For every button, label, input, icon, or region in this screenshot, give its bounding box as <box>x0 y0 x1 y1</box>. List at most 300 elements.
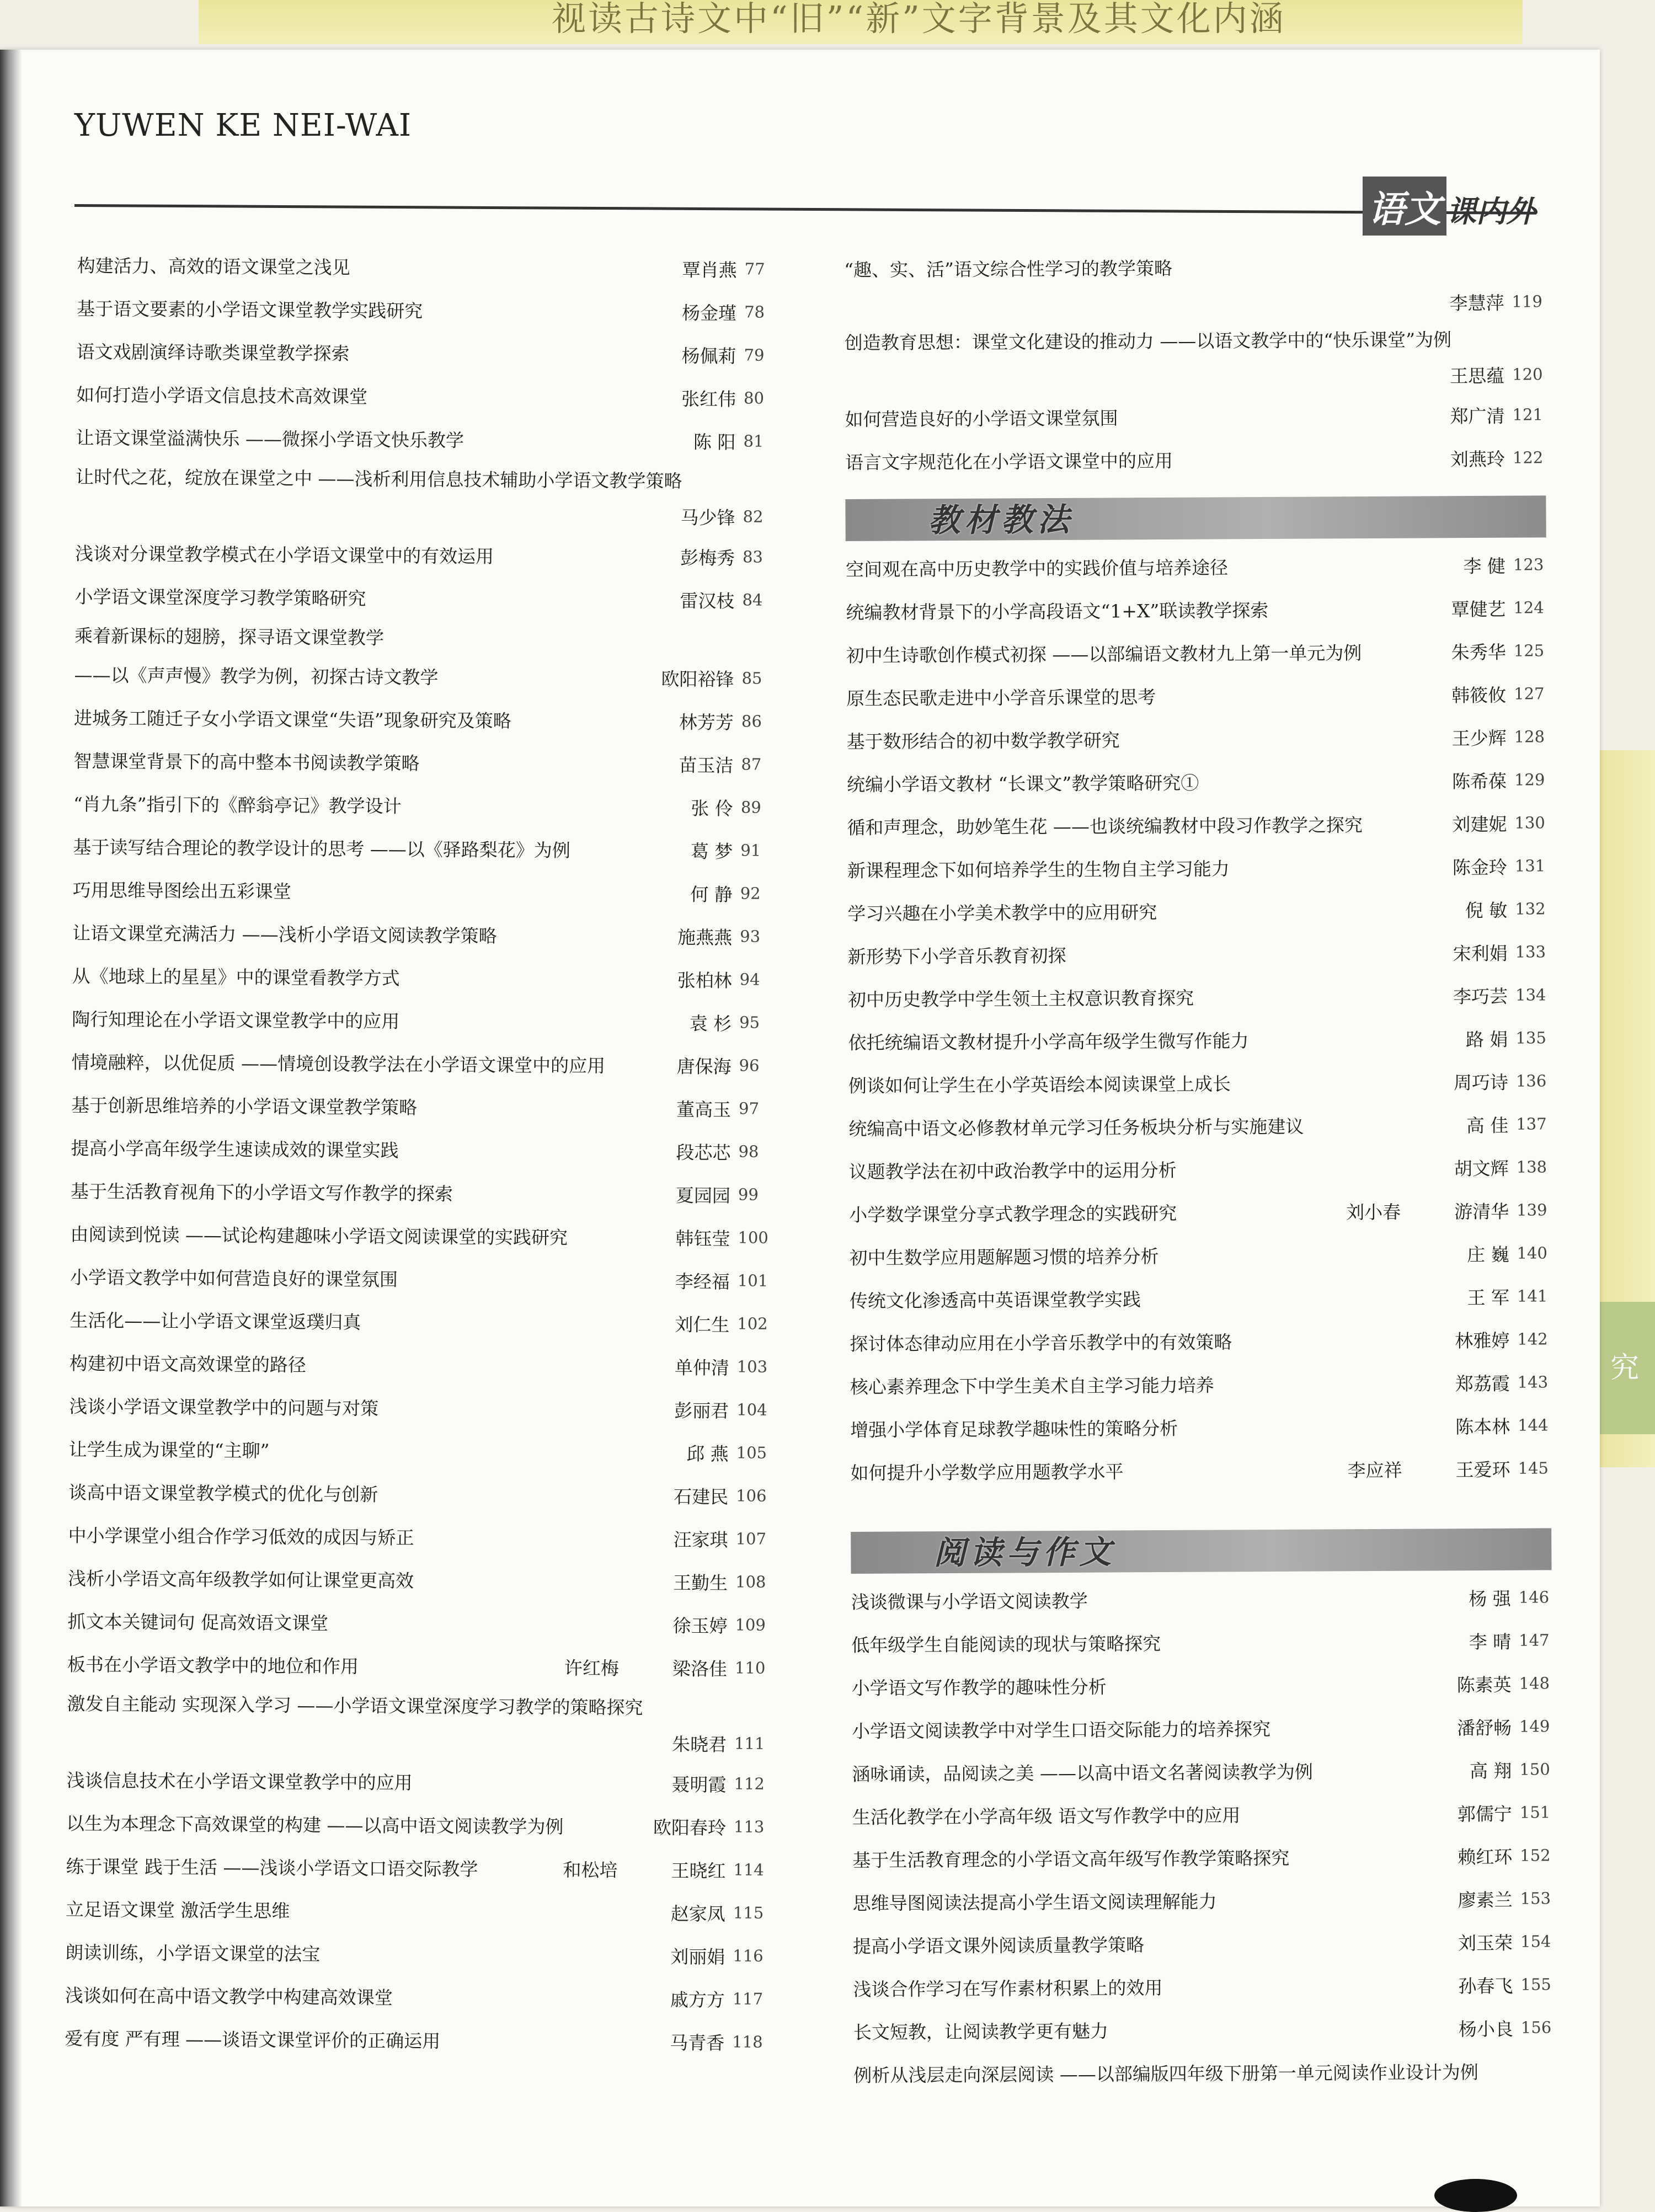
toc-entry <box>846 629 1547 676</box>
entry-title: 抓文本关键词句 促高效语文课堂 <box>67 1607 622 1637</box>
entry-page-number: 94 <box>732 970 773 989</box>
toc-entry <box>69 1383 770 1431</box>
logo-main-text: 语文 <box>1363 177 1446 236</box>
entry-title: 让时代之花，绽放在课堂之中 ——浅析利用信息技术辅助小学语文教学策略 <box>76 462 682 493</box>
entry-author: 朱晓君 <box>622 1729 727 1756</box>
entry-title <box>67 1739 622 1743</box>
section-banner-reading <box>851 1528 1551 1574</box>
toc-entry <box>852 1705 1552 1751</box>
toc-entry <box>72 996 773 1044</box>
entry-title: 原生态民歌走进中小学音乐课堂的思考 <box>846 681 1401 710</box>
toc-entry <box>846 543 1546 590</box>
entry-title: 创造教育思想：课堂文化建设的推动力 ——以语文教学中的“快乐课堂”为例 <box>845 325 1451 355</box>
entry-page-number: 110 <box>727 1658 768 1677</box>
entry-title: 生活化教学在小学高年级 语文写作教学中的应用 <box>852 1800 1407 1829</box>
entry-title: 如何营造良好的小学语文课堂氛围 <box>845 402 1400 431</box>
toc-entry <box>76 372 777 420</box>
entry-author: 陈 阳 <box>631 428 735 454</box>
entry-title: 巧用思维导图绘出五彩课堂 <box>73 875 628 905</box>
toc-entry <box>70 1297 771 1345</box>
toc-entry <box>853 2049 1554 2096</box>
entry-page-number: 113 <box>726 1817 767 1836</box>
entry-page-number: 130 <box>1507 813 1547 832</box>
entry-author: 欧阳裕锋 <box>629 665 734 691</box>
entry-page-number: 120 <box>1504 365 1545 383</box>
toc-entry <box>845 436 1546 483</box>
entry-page-number: 112 <box>726 1774 767 1793</box>
entry-page-number: 108 <box>728 1572 768 1591</box>
entry-author: 石建民 <box>623 1482 728 1508</box>
entry-page-number: 84 <box>734 590 775 610</box>
entry-page-number: 101 <box>730 1271 771 1290</box>
entry-page-number: 151 <box>1512 1803 1553 1821</box>
entry-title: 浅析小学语文高年级教学如何让课堂更高效 <box>68 1564 623 1594</box>
entry-author: 林芳芳 <box>629 708 734 734</box>
entry-page-number: 115 <box>725 1903 766 1922</box>
toc-entry <box>849 1188 1550 1235</box>
toc-entry <box>844 247 1545 286</box>
toc-entry <box>851 1575 1552 1622</box>
entry-page-number: 78 <box>736 302 777 322</box>
toc-entry <box>852 1748 1552 1794</box>
entry-page-number: 131 <box>1507 856 1548 875</box>
entry-author: 马少锋 <box>630 503 735 530</box>
toc-entry <box>70 1211 771 1259</box>
entry-title: 朗读训练，小学语文课堂的法宝 <box>65 1938 620 1968</box>
entry-author: 林雅婷 <box>1405 1326 1509 1353</box>
entry-page-number: 93 <box>732 927 773 946</box>
entry-title: 基于生活教育理念的小学语文高年级写作教学策略探究 <box>852 1843 1407 1872</box>
entry-author: 廖素兰 <box>1408 1885 1513 1912</box>
entry-author: 赵家凤 <box>621 1899 725 1925</box>
toc-entry <box>847 801 1547 848</box>
toc-entry <box>846 586 1546 633</box>
entry-author: 徐玉婷 <box>622 1611 727 1637</box>
entry-author: 邱 燕 <box>624 1439 729 1465</box>
entry-author: 李 晴 <box>1406 1627 1511 1654</box>
toc-entry <box>851 1618 1552 1665</box>
entry-page-number: 119 <box>1504 292 1545 311</box>
entry-page-number: 85 <box>734 669 775 688</box>
entry-page-number: 86 <box>734 712 775 731</box>
toc-entry <box>75 531 776 579</box>
section-banner-textbook <box>845 495 1546 541</box>
entry-title: 生活化——让小学语文课堂返璞归真 <box>70 1306 624 1335</box>
entry-title: 让语文课堂溢满快乐 ——微探小学语文快乐教学 <box>76 423 631 453</box>
entry-title: ——以《声声慢》教学为例，初探古诗文教学 <box>74 660 629 690</box>
entry-page-number: 116 <box>725 1946 766 1965</box>
entry-author: 杨 强 <box>1406 1584 1511 1611</box>
entry-page-number: 129 <box>1507 770 1547 789</box>
toc-entry <box>77 286 778 334</box>
entry-author: 覃肖燕 <box>632 255 737 282</box>
toc-entry <box>72 910 773 958</box>
toc-entry <box>67 1685 767 1725</box>
entry-author: 李慧萍 <box>1399 288 1504 315</box>
entry-page-number: 153 <box>1513 1889 1553 1908</box>
entry-title: 爱有度 严有理 ——谈语文课堂评价的正确运用 <box>65 2024 620 2054</box>
entry-page-number: 128 <box>1507 727 1547 746</box>
entry-author: 雷汉枝 <box>629 586 734 613</box>
entry-title: 中小学课堂小组合作学习低效的成因与矫正 <box>68 1521 623 1551</box>
entry-title: 如何打造小学语文信息技术高效课堂 <box>76 380 631 410</box>
entry-page-number: 99 <box>730 1185 771 1204</box>
toc-entry <box>848 1059 1549 1106</box>
entry-title: 浅谈小学语文课堂教学中的问题与对策 <box>69 1392 624 1422</box>
right-column-reading-list <box>851 1575 1555 2096</box>
entry-title: 循和声理念，助妙笔生花 ——也谈统编教材中段习作教学之探究 <box>847 810 1402 839</box>
entry-author: 苗玉洁 <box>628 751 733 777</box>
entry-page-number: 140 <box>1509 1243 1550 1262</box>
entry-author <box>1451 338 1517 339</box>
entry-page-number: 77 <box>737 259 778 279</box>
toc-entry <box>71 1168 772 1216</box>
toc-entry <box>74 652 775 700</box>
entry-coauthor: 许红梅 <box>525 1653 619 1680</box>
entry-page-number: 132 <box>1507 899 1548 918</box>
entry-author: 梁洛佳 <box>622 1654 727 1680</box>
entry-coauthor: 刘小春 <box>1307 1198 1401 1224</box>
entry-title: 初中生诗歌创作模式初探 ——以部编语文教材九上第一单元为例 <box>846 638 1401 667</box>
toc-entry <box>74 574 776 622</box>
entry-author: 王 军 <box>1405 1283 1509 1310</box>
entry-author: 王晓红 <box>621 1856 725 1882</box>
entry-title: 小学语文课堂深度学习教学策略研究 <box>74 582 629 612</box>
toc-entry <box>66 1757 767 1805</box>
entry-page-number: 155 <box>1513 1975 1553 1994</box>
entry-title: 进城务工随迁子女小学语文课堂“失语”现象研究及策略 <box>74 703 629 733</box>
entry-title: 构建活力、高效的语文课堂之浅见 <box>77 251 632 281</box>
entry-author: 郭儒宁 <box>1407 1799 1512 1826</box>
entry-title: 乘着新课标的翅膀，探寻语文课堂教学 <box>74 621 629 651</box>
entry-title: 新课程理念下如何培养学生的生物自主学习能力 <box>847 853 1402 882</box>
entry-page-number: 98 <box>730 1142 771 1161</box>
toc-entry <box>847 887 1548 934</box>
entry-title: 浅谈如何在高中语文教学中构建高效课堂 <box>65 1981 620 2011</box>
underlying-page <box>199 0 1523 44</box>
toc-entry <box>850 1317 1550 1364</box>
entry-page-number: 111 <box>727 1734 767 1753</box>
entry-author: 彭丽君 <box>624 1396 729 1422</box>
entry-title: 如何提升小学数学应用题教学水平 <box>850 1456 1308 1484</box>
entry-author <box>1399 265 1504 266</box>
toc-entry <box>67 1720 767 1762</box>
entry-author: 宋利娟 <box>1403 939 1508 965</box>
entry-page-number: 92 <box>733 884 773 903</box>
entry-author: 周巧诗 <box>1403 1068 1508 1094</box>
entry-title: 空间观在高中历史教学中的实践价值与培养途径 <box>846 552 1401 581</box>
entry-author: 施燕燕 <box>627 922 732 949</box>
toc-entry <box>848 973 1549 1020</box>
entry-page-number: 121 <box>1504 405 1545 424</box>
entry-author: 李经福 <box>625 1267 730 1293</box>
entry-title: 情境融粹，以优促质 ——情境创设教学法在小学语文课堂中的应用 <box>71 1048 626 1077</box>
entry-title: 传统文化渗透高中英语课堂教学实践 <box>850 1284 1405 1312</box>
entry-title: 议题教学法在初中政治教学中的运用分析 <box>849 1155 1404 1183</box>
entry-coauthor: 李应祥 <box>1308 1456 1402 1482</box>
toc-entry <box>849 1145 1550 1192</box>
entry-title: “趣、实、活”语文综合性学习的教学策略 <box>844 253 1399 281</box>
entry-author: 王勤生 <box>623 1568 728 1594</box>
toc-entry <box>66 1844 767 1892</box>
entry-author: 何 静 <box>628 879 733 906</box>
entry-title: 浅谈合作学习在写作素材积累上的效用 <box>853 1972 1408 2001</box>
toc-entry <box>851 1661 1552 1708</box>
toc-entry <box>66 1800 767 1848</box>
toc-entry <box>76 329 777 377</box>
entry-author: 路 娟 <box>1403 1025 1508 1051</box>
entry-author: 张红伟 <box>631 384 736 411</box>
toc-entry <box>68 1556 769 1604</box>
entry-title: 让语文课堂充满活力 ——浅析小学语文阅读教学策略 <box>72 918 627 948</box>
entry-author: 唐保海 <box>626 1051 731 1078</box>
entry-page-number: 80 <box>736 388 777 408</box>
entry-author: 董高玉 <box>626 1094 731 1121</box>
entry-author: 陈素英 <box>1406 1670 1511 1697</box>
entry-author: 戚方方 <box>620 1985 725 2011</box>
entry-page-number: 149 <box>1512 1717 1552 1735</box>
entry-title: 谈高中语文课堂教学模式的优化与创新 <box>68 1478 623 1508</box>
entry-page-number: 148 <box>1512 1674 1552 1692</box>
entry-author: 葛 梦 <box>628 836 733 863</box>
toc-entry <box>846 715 1547 762</box>
entry-author: 高 佳 <box>1403 1111 1508 1137</box>
entry-title: 基于生活教育视角下的小学语文写作教学的探索 <box>71 1177 626 1206</box>
entry-title: 长文短教，让阅读教学更有魅力 <box>853 2015 1408 2044</box>
toc-entry <box>66 1887 767 1935</box>
left-column <box>65 243 778 2064</box>
entry-author: 覃健艺 <box>1401 595 1505 621</box>
entry-title: 语言文字规范化在小学语文课堂中的应用 <box>845 445 1400 474</box>
entry-author: 聂明霞 <box>621 1770 726 1796</box>
entry-page-number: 150 <box>1512 1760 1552 1778</box>
toc-entry <box>849 1231 1550 1278</box>
toc-entry <box>847 844 1548 891</box>
toc-entry <box>846 672 1547 719</box>
entry-title: 浅谈微课与小学语文阅读教学 <box>851 1585 1406 1613</box>
entry-author: 段芯芯 <box>626 1137 730 1164</box>
entry-page-number: 154 <box>1513 1932 1553 1951</box>
toc-entry <box>853 1920 1553 1967</box>
entry-title: 例谈如何让学生在小学英语绘本阅读课堂上成长 <box>848 1068 1403 1097</box>
toc-entry <box>75 493 776 536</box>
entry-title: 增强小学体育足球教学趣味性的策略分析 <box>850 1413 1405 1441</box>
entry-author: 彭梅秀 <box>630 543 735 570</box>
toc-entry <box>848 1016 1549 1063</box>
entry-title: 核心素养理念下中学生美术自主学习能力培养 <box>850 1370 1405 1398</box>
page-corner-mark <box>1434 2179 1517 2212</box>
entry-author: 单仲清 <box>624 1353 729 1379</box>
entry-page-number: 136 <box>1508 1071 1549 1090</box>
entry-page-number: 122 <box>1505 448 1546 467</box>
entry-author: 赖红环 <box>1407 1842 1512 1869</box>
entry-title: 构建初中语文高效课堂的路径 <box>70 1349 624 1379</box>
entry-author: 杨小良 <box>1408 2015 1513 2041</box>
entry-page-number: 141 <box>1509 1286 1550 1305</box>
entry-page-number: 142 <box>1509 1329 1550 1348</box>
entry-title: 基于读写结合理论的教学设计的思考 ——以《驿路梨花》为例 <box>73 832 628 862</box>
entry-page-number: 118 <box>724 2032 765 2051</box>
entry-page-number: 95 <box>732 1013 772 1032</box>
entry-page-number: 143 <box>1510 1372 1551 1391</box>
entry-page-number: 109 <box>727 1615 768 1634</box>
toc-entry <box>852 1877 1553 1924</box>
toc-entry <box>853 2006 1554 2053</box>
toc-entry <box>71 1039 772 1087</box>
entry-author: 潘舒畅 <box>1407 1713 1512 1740</box>
entry-title: 统编高中语文必修教材单元学习任务板块分析与实施建议 <box>848 1112 1403 1140</box>
entry-page-number: 144 <box>1510 1415 1551 1434</box>
entry-author: 陈本林 <box>1405 1412 1510 1439</box>
entry-author: 夏园园 <box>626 1180 730 1207</box>
entry-page-number: 81 <box>735 431 776 451</box>
magazine-logo <box>1363 177 1539 237</box>
entry-title: 小学语文写作教学的趣味性分析 <box>852 1671 1407 1700</box>
toc-entry <box>68 1513 769 1561</box>
toc-entry <box>850 1274 1550 1321</box>
entry-author: 郑广清 <box>1400 402 1504 428</box>
entry-title: 由阅读到悦读 ——试论构建趣味小学语文阅读课堂的实践研究 <box>70 1220 625 1249</box>
entry-page-number: 123 <box>1505 555 1546 574</box>
entry-author: 陈金玲 <box>1402 853 1507 879</box>
entry-page-number: 138 <box>1509 1157 1550 1176</box>
entry-author: 马青香 <box>620 2028 724 2054</box>
entry-page-number: 117 <box>725 1989 766 2008</box>
entry-author: 刘仁生 <box>624 1310 729 1336</box>
right-column-top-list <box>844 247 1546 483</box>
entry-page-number: 79 <box>736 345 777 365</box>
entry-author: 刘丽娟 <box>620 1942 725 1968</box>
entry-author: 刘燕玲 <box>1400 445 1505 471</box>
entry-title: 让学生成为课堂的“主聊” <box>69 1435 624 1465</box>
entry-author: 刘玉荣 <box>1408 1928 1513 1955</box>
entry-title: 智慧课堂背景下的高中整本书阅读教学策略 <box>73 746 628 776</box>
entry-page-number: 97 <box>731 1099 772 1118</box>
toc-entry <box>853 1963 1553 2010</box>
entry-author: 高 翔 <box>1407 1756 1512 1783</box>
entry-page-number: 104 <box>729 1400 770 1419</box>
entry-page-number: 82 <box>735 507 776 526</box>
logo-sub-text: 课内外 <box>1446 194 1536 229</box>
toc-entry <box>850 1403 1551 1450</box>
entry-page-number: 135 <box>1508 1028 1549 1047</box>
toc-entry <box>68 1426 770 1474</box>
entry-author <box>629 638 734 639</box>
entry-title: 浅谈信息技术在小学语文课堂教学中的应用 <box>66 1766 621 1796</box>
entry-title <box>845 375 1400 378</box>
entry-author: 欧阳春玲 <box>621 1813 726 1839</box>
entry-title: 浅谈对分课堂教学模式在小学语文课堂中的有效运用 <box>75 539 630 569</box>
toc-entry <box>76 458 776 498</box>
entry-author: 朱秀华 <box>1401 638 1506 664</box>
entry-author: 袁 杉 <box>627 1008 732 1035</box>
entry-page-number: 156 <box>1513 2018 1554 2037</box>
entry-title: 涵咏诵读，品阅读之美 ——以高中语文名著阅读教学为例 <box>852 1757 1407 1786</box>
toc-entry <box>68 1470 770 1518</box>
entry-title: 提高小学高年级学生速读成效的课堂实践 <box>71 1134 626 1163</box>
entry-title: 基于创新思维培养的小学语文课堂教学策略 <box>71 1091 626 1120</box>
entry-title: 思维导图阅读法提高小学生语文阅读理解能力 <box>853 1886 1408 1915</box>
entry-page-number: 125 <box>1506 641 1547 660</box>
toc-entry <box>845 393 1545 440</box>
toc-entry <box>70 1340 771 1388</box>
entry-author: 王少辉 <box>1402 724 1507 750</box>
toc-entry <box>73 824 774 872</box>
toc-entry <box>845 320 1545 359</box>
entry-title: 依托统编语文教材提升小学高年级学生微写作能力 <box>848 1025 1403 1054</box>
entry-author: 庄 巍 <box>1404 1240 1509 1267</box>
entry-author: 孙春飞 <box>1408 1971 1513 1998</box>
entry-page-number: 100 <box>730 1228 771 1247</box>
entry-title: 陶行知理论在小学语文课堂教学中的应用 <box>72 1005 627 1034</box>
entry-page-number: 91 <box>733 841 773 860</box>
toc-entry <box>850 1446 1551 1493</box>
entry-page-number: 96 <box>731 1056 772 1075</box>
entry-page-number: 114 <box>725 1860 766 1879</box>
toc-entry <box>71 1125 772 1173</box>
underlying-page-text: 视读古诗文中“旧”“新”文字背景及其文化内涵 <box>552 0 1286 40</box>
toc-entry <box>65 2016 766 2064</box>
entry-title: 初中生数学应用题解题习惯的培养分析 <box>849 1241 1404 1269</box>
entry-author <box>643 1706 732 1707</box>
entry-author: 韩筱攸 <box>1401 681 1506 707</box>
entry-author: 汪家琪 <box>623 1525 728 1551</box>
toc-entry <box>847 930 1548 977</box>
sheet-left-shadow <box>0 50 22 2206</box>
entry-title: 语文戏剧演绎诗歌类课堂教学探索 <box>76 337 631 367</box>
entry-page-number: 145 <box>1510 1458 1551 1477</box>
entry-title: 练于课堂 践于生活 ——浅谈小学语文口语交际教学 <box>66 1852 524 1881</box>
toc-entry <box>848 1102 1549 1149</box>
entry-author: 倪 敏 <box>1402 896 1507 922</box>
entry-page-number: 87 <box>733 755 774 774</box>
entry-title: 小学语文阅读教学中对学生口语交际能力的培养探究 <box>852 1714 1407 1743</box>
entry-author: 韩钰莹 <box>625 1223 730 1250</box>
toc-entry <box>77 243 778 291</box>
entry-page-number: 146 <box>1511 1588 1552 1606</box>
entry-title: 探讨体态律动应用在小学音乐教学中的有效策略 <box>850 1327 1405 1355</box>
entry-page-number: 133 <box>1508 942 1549 961</box>
toc-entry <box>67 1642 768 1690</box>
entry-page-number: 127 <box>1506 684 1547 703</box>
entry-author: 王爱环 <box>1405 1455 1510 1482</box>
entry-author: 张柏林 <box>627 965 732 992</box>
toc-entry <box>852 1791 1553 1837</box>
toc-entry <box>73 781 775 829</box>
toc-entry <box>850 1360 1551 1407</box>
section-title-textbook: 教材教法 <box>928 494 1074 541</box>
toc-entry <box>844 282 1545 324</box>
entry-page-number: 147 <box>1511 1631 1552 1649</box>
right-column <box>844 247 1554 2096</box>
entry-page-number: 134 <box>1508 985 1549 1004</box>
entry-page-number: 89 <box>733 798 774 817</box>
entry-author: 王思蕴 <box>1400 361 1504 388</box>
entry-author: 杨金瑾 <box>632 298 736 325</box>
entry-page-number: 83 <box>735 547 776 567</box>
entry-author: 陈希葆 <box>1402 767 1507 793</box>
toc-entry <box>73 867 774 915</box>
toc-entry <box>74 617 775 657</box>
entry-title: 小学语文教学中如何营造良好的课堂氛围 <box>70 1263 625 1292</box>
entry-title: 基于语文要素的小学语文课堂教学实践研究 <box>77 294 632 324</box>
entry-title: 学习兴趣在小学美术教学中的应用研究 <box>847 896 1402 925</box>
entry-author: 李巧芸 <box>1403 982 1508 1008</box>
toc-entry <box>72 953 773 1001</box>
toc-entry <box>71 1082 772 1130</box>
header-english-title: YUWEN KE NEI-WAI <box>74 108 412 143</box>
entry-title: 统编小学语文教材 “长课文”教学策略研究① <box>847 767 1402 796</box>
